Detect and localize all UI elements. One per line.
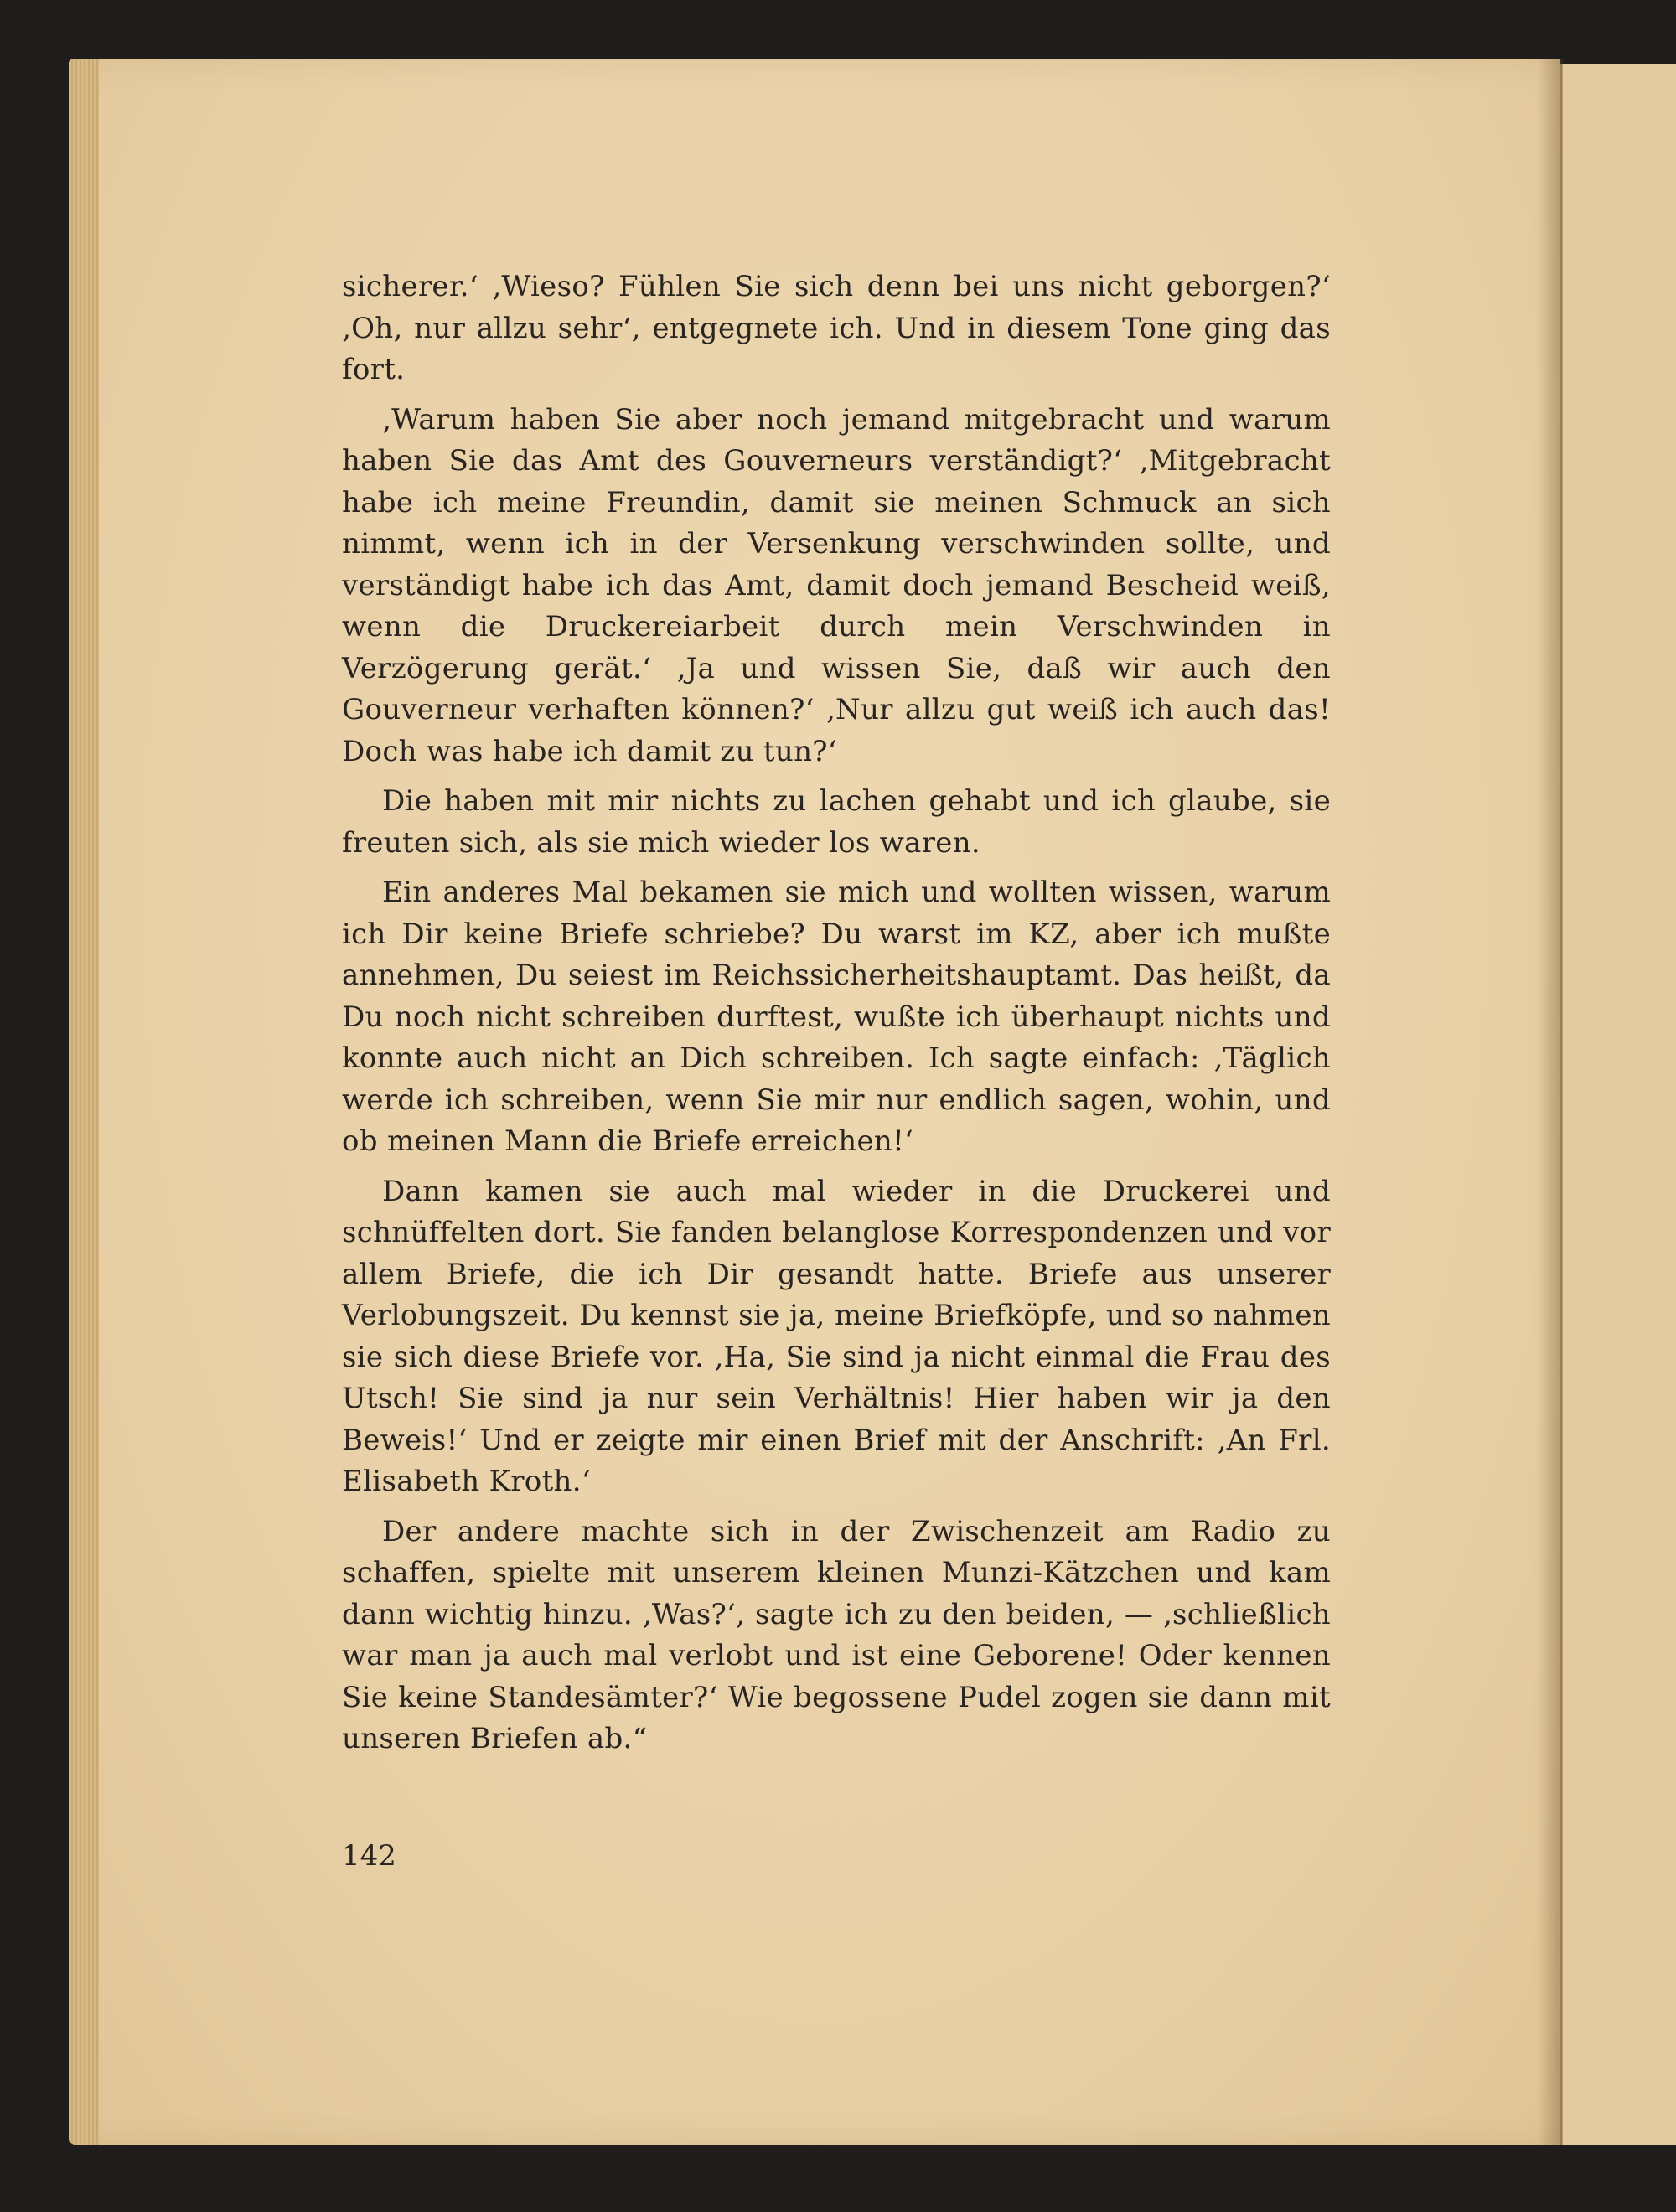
paragraph-1: sicherer.‘ ‚Wieso? Fühlen Sie sich denn bei uns nicht geborgen?‘ ‚Oh, nur allzu sehr‘, entgegnete ich. Und in diesem Tone ging das fort. — [342, 270, 1331, 386]
paragraph-3: Die haben mit mir nichts zu lachen gehabt und ich glaube, sie freuten sich, als sie mich wieder los waren. — [342, 784, 1331, 860]
paragraph-2: ‚Warum haben Sie aber noch jemand mitgebracht und warum haben Sie das Amt des Gouverneurs verständigt?‘ ‚Mitgebracht habe ich meine Freundin, damit sie meinen Schmuck an sich nimmt, wenn ich in der Versenkung verschwinden sollte, und verständigt habe ich das Amt, damit doch jemand Bescheid weiß, wenn die Druckereiarbeit durch mein Verschwinden in Verzögerung gerät.‘ ‚Ja und wissen Sie, daß wir auch den Gouverneur verhaften können?‘ ‚Nur allzu gut weiß ich auch das! Doch was habe ich damit zu tun?‘ — [342, 402, 1331, 768]
gutter-shadow — [1538, 59, 1563, 2145]
facing-page-edge — [1560, 64, 1676, 2145]
paragraph-4: Ein anderes Mal bekamen sie mich und wollten wissen, warum ich Dir keine Briefe schriebe? Du warst im KZ, aber ich mußte annehmen, Du seiest im Reichssicherheitshauptamt. Das heißt, da Du noch nicht schreiben durftest, wußte ich überhaupt nichts und konnte auch nicht an Dich schreiben. Ich sagte einfach: ‚Täglich werde ich schreiben, wenn Sie mir nur endlich sagen, wohin, und ob meinen Mann die Briefe erreichen!‘ — [342, 876, 1331, 1158]
paragraph-5: Dann kamen sie auch mal wieder in die Druckerei und schnüffelten dort. Sie fanden belanglose Korrespondenzen und vor allem Briefe, die ich Dir gesandt hatte. Briefe aus unserer Verlobungszeit. Du kennst sie ja, meine Briefköpfe, und so nahmen sie sich diese Briefe vor. ‚Ha, Sie sind ja nicht einmal die Frau des Utsch! Sie sind ja nur sein Verhältnis! Hier haben wir ja den Beweis!‘ Und er zeigte mir einen Brief mit der Anschrift: ‚An Frl. Elisabeth Kroth.‘ — [342, 1174, 1331, 1498]
page-stack-edge — [69, 59, 99, 2145]
paragraph-6: Der andere machte sich in der Zwischenzeit am Radio zu schaffen, spielte mit unserem kleinen Munzi-Kätzchen und kam dann wichtig hinzu. ‚Was?‘, sagte ich zu den beiden, — ‚schließlich war man ja auch mal verlobt und ist eine Geborene! Oder kennen Sie keine Standesämter?‘ Wie begossene Pudel zogen sie dann mit unseren Briefen ab.“ — [342, 1514, 1331, 1755]
body-text — [342, 266, 1331, 1769]
page-number: 142 — [342, 1839, 396, 1873]
